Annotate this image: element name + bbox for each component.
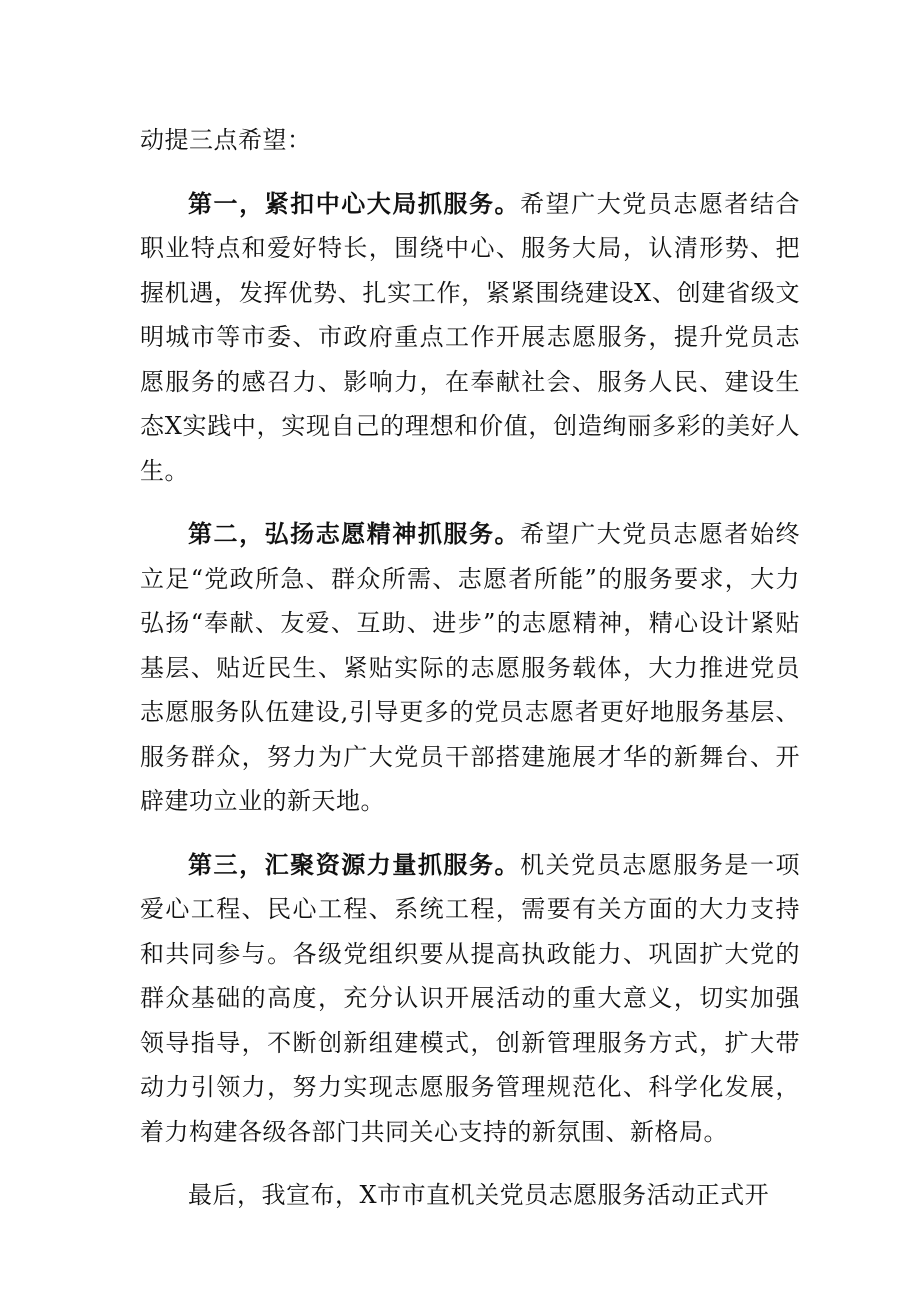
paragraph-third-lead: 第三，汇聚资源力量抓服务。 <box>188 850 521 879</box>
paragraph-second-text: 希望广大党员志愿者始终立足“党政所急、群众所需、志愿者所能”的服务要求，大力弘扬“奉献、友爱、互助、进步”的志愿精神，精心设计紧贴基层、贴近民生、紧贴实际的志愿服务载体，大力推进党员志愿服务队伍建设,引导更多的党员志愿者更好地服务基层、服务群众，努力为广大党员干部搭建施展才华的新舞台、开辟建功立业的新天地。 <box>140 520 801 815</box>
document-body <box>140 118 800 1237</box>
paragraph-second-lead: 第二，弘扬志愿精神抓服务。 <box>188 520 521 548</box>
paragraph-second <box>140 512 800 824</box>
closing-line: 最后，我宣布，X市市直机关党员志愿服务活动正式开 <box>188 1181 770 1209</box>
paragraph-first <box>140 182 800 494</box>
paragraph-first-lead: 第一，紧扣中心大局抓服务。 <box>188 189 521 218</box>
paragraph-third-text: 机关党员志愿服务是一项爱心工程、民心工程、系统工程，需要有关方面的大力支持和共同参与。各级党组织要从提高执政能力、巩固扩大党的群众基础的高度，充分认识开展活动的重大意义，切实加强领导指导，不断创新组建模式，创新管理服务方式，扩大带动力引领力，努力实现志愿服务管理规范化、科学化发展，着力构建各级各部门共同关心支持的新氛围、新格局。 <box>140 850 801 1146</box>
opening-line: 动提三点希望： <box>140 126 312 154</box>
paragraph-first-text: 希望广大党员志愿者结合职业特点和爱好特长，围绕中心、服务大局，认清形势、把握机遇，发挥优势、扎实工作，紧紧围绕建设X、创建省级文明城市等市委、市政府重点工作开展志愿服务，提升党员志愿服务的感召力、影响力，在奉献社会、服务人民、建设生态X实践中，实现自己的理想和价值，创造绚丽多彩的美好人生。 <box>140 189 801 485</box>
paragraph-third <box>140 843 800 1155</box>
